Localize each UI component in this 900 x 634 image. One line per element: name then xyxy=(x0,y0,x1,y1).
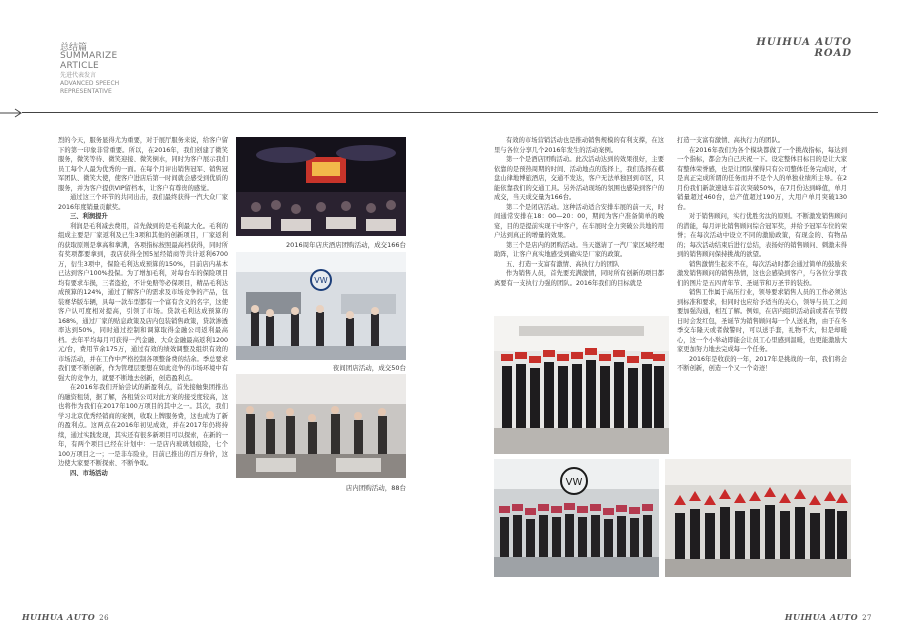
footer-logo: HUIHUA AUTO xyxy=(784,612,859,622)
article-column-4 xyxy=(677,136,847,374)
brand-logo xyxy=(756,37,852,59)
photo-team-vw-showroom xyxy=(494,459,659,577)
paragraph: 有效的市场营销活动也是推动销售规模的有利支撑，在这里与各位分享几个2016年发生的活动案例。 xyxy=(494,137,664,154)
page-number: 26 xyxy=(99,614,110,622)
svg-text:VW: VW xyxy=(314,276,328,285)
photo-caption: 2016周年店庆酒店团购活动，成交166台 xyxy=(286,241,406,249)
article-column-3 xyxy=(494,136,664,288)
paragraph: 通过这三个环节的共同出击，我们最终获得一汽大众厂家2016年度销量贡献奖。 xyxy=(58,194,228,211)
paragraph: 对于销售顾问，实行优胜劣汰的原则。不断激发销售顾问的潜能，每月评比销售顾问综合冠军奖，并给予冠军车位的荣誉；在每次活动中设立不同的激励政策，有现金的、有物品的；每次活动结束后进行总结，表扬好的销售顾问、刺激未得到的销售顾问保持挑战的欲望。 xyxy=(677,213,848,258)
footer-left xyxy=(22,612,109,622)
footer-right xyxy=(785,612,872,622)
article-column-1 xyxy=(58,136,228,478)
paragraph: 第一个是酒店团购活动。此次活动达到的效果很好，主要依靠的是预热周期的时间、活动地点的选择上，我们选择在棋盘山律地博旅酒店，交通不发达，客户无法单独回到市区，只能依靠我们的交通工具。另外活动现场的氛围也感染到客户的成交，当天成交量为166台。 xyxy=(494,156,665,201)
photo-night-event xyxy=(236,252,406,360)
logo-line-2: ROAD xyxy=(814,48,852,59)
svg-text:VW: VW xyxy=(565,477,583,488)
footer-logo: HUIHUA AUTO xyxy=(22,612,96,622)
section-subtitle xyxy=(60,72,180,96)
subtitle-en-2: REPRESENTATIVE xyxy=(60,88,112,95)
section-title-en-2: ARTICLE xyxy=(60,61,99,71)
paragraph: 打造一支富有激情、高执行力的团队。 xyxy=(677,137,785,144)
photo-hotel-event xyxy=(236,137,406,236)
paragraph: 第三个是店内的团购活动。当天邀请了一汽厂家区域经理助阵，让客户真实地感受到确实是厂家的政策。 xyxy=(494,241,664,258)
paragraph: 利润是毛利减去费用，首先做到的是毛利最大化。毛利的组成主要是厂家返利及已生3项和其他的创新项目，厂家返利的获取原则是拿高和拿满，各项指标按照最高档获得，同时所有奖项都要拿到，我店获得全国5星经销商等共计返利6700万，衍生3项中，保险毛利达成预算的150%，目前店内基本已达到客户100%投保。为了增加毛利，对每台车的保险项目均有要求车损，三者盗抢，不计免赔等必保项目，精品毛利达成预算的124%，通过了解客户的需求及市场竞争的产品，包装赛华版车辆，具每一款车型都有一个富有含义的名字，这使客户认可度相对提高，引领了市场。贷款毛利达成预算的168%，通过厂家的贴息政策及店内包装销售政策，贷款渗透率达到50%，同时通过控制和调算取得金融公司返利最高档。去年平均每月可获得一汽金融、大众金融最高返利1200元/台，费用节余175万，通过有效的绩效调整及组织有效的市场活动，并在工作中严格控制各项整备费的结余。季总要求我们要不断创新，作为管理层要想在如此竞争的市场环境中有强大的竞争力，就要不断地去创新，创造盈利点。 xyxy=(58,222,229,382)
paragraph: 第二个是闭店活动。这种活动适合安排车展的前一天，时间通常安排在18：00—20：00，期间为客户准备简单的晚宴，目的是提前实现干中客户，在车展时全力突破公共地的用户达到真正的增量的效果。 xyxy=(494,203,665,239)
subtitle-cn: 先进代表发言 xyxy=(60,72,97,79)
photo-caption: 店内团购活动，88台 xyxy=(345,484,406,492)
paragraph: 销售激情生起来不在，每次活动时都会通过简单的鼓励来激发销售顾问的销售热情，这也会感染到客户，与各位分享我们的图片是五四青年节、圣诞节和万圣节的装扮。 xyxy=(677,260,848,287)
arrow-right-icon xyxy=(0,108,24,121)
page-number: 27 xyxy=(862,614,872,622)
logo-line-1: HUIHUA AUTO xyxy=(756,37,852,48)
photo-team-santa-hats xyxy=(665,459,851,577)
photo-store-event xyxy=(236,374,406,478)
paragraph: 五、打造一支富有激情、高执行力的团队 xyxy=(505,260,620,268)
section-title-cn: 总结篇 xyxy=(60,43,88,53)
photo-team-group xyxy=(494,316,669,454)
paragraph: 在2016年我们开始尝试的新盈利点，首先接触集团推出的融资租赁，据了解，各租赁公司对此方案的接受度较高，这也将作为我们在2017年100万项目的其中之一。其次，我们学习北京优秀经销商的案例，收取上牌服务费，这也成为了新的盈利点。这两点在2016年初见成效，并在2017年仍将持续，通过实践发现，其实还有很多新项目可以探索，在新的一年，有两个项目已经在计划中：一是店内玻璃划痕险，七个100万项目之一；一是非车险业，目前已推出的百万身价，这边使大家要不断探索、不断争取。 xyxy=(58,384,229,467)
photo-caption: 夜间团店活动，成交50台 xyxy=(332,364,406,372)
paragraph: 作为销售人员，首先要充满激情，同时所有创新的项目都离要有一支执行力强的团队。2016年我们的目标就是 xyxy=(494,270,664,287)
section-heading: 四、市场活动 xyxy=(69,469,108,477)
header-rule xyxy=(22,112,878,113)
section-heading: 三、利润提升 xyxy=(69,213,108,220)
paragraph: 烈的今天，服务显得尤为重要，对于展厅服务来说，给客户留下的第一印象非常重要。所以，在2016年，我们创建了微笑服务，微笑等待、微笑迎接、微笑倒水，同时为客户展示我们员工每个人最为优秀的一面。在每个月评出销售冠军、销售冠军团队、微笑大使，使客户进店后第一时间就会感受到优质的服务，并为客户提供VIP留档本，让客户有尊贵的感觉。 xyxy=(58,137,229,192)
paragraph: 2016年是收获的一年，2017年是挑战的一年，我们将会不断创新，创造一个又一个奇迹！ xyxy=(677,355,847,372)
section-title-en-1: SUMMARIZE xyxy=(60,51,118,61)
paragraph: 在2016年我们为各个模块都做了一个挑战指标，每达到一个指标，都会为自己庆祝一下。设定整体目标目的是让大家有整体荣誉感，也是让团队懂得只有公司整体任务完成时，才是真正完成所谓的任务而并不是个人的单独业绩所主导。在2月份我们新款速迪车首次突破50%，在7月份达到峰值，单月销量超过460台，总产值超过190万，大用户单月突破130台。 xyxy=(677,146,848,211)
paragraph: 销售工作属于高压行业，领导要求销售人员的工作必须达到标准和要求，但同时也应给予适当的关心，领导与员工之间要加强沟通，相互了解。例如，在店内组织活动前或者在节假日时会发红包，圣诞节为销售顾问每一个人送礼物，由于在冬季交车隆天或者做警时，可以送手套，礼物不大，但是却暖心，这一个小举动即能会让员工心里感到温暖，也更能激励大家更加努力地去完成每一个任务。 xyxy=(677,289,848,353)
subtitle-en-1: ADVANCED SPEECH xyxy=(60,80,120,87)
